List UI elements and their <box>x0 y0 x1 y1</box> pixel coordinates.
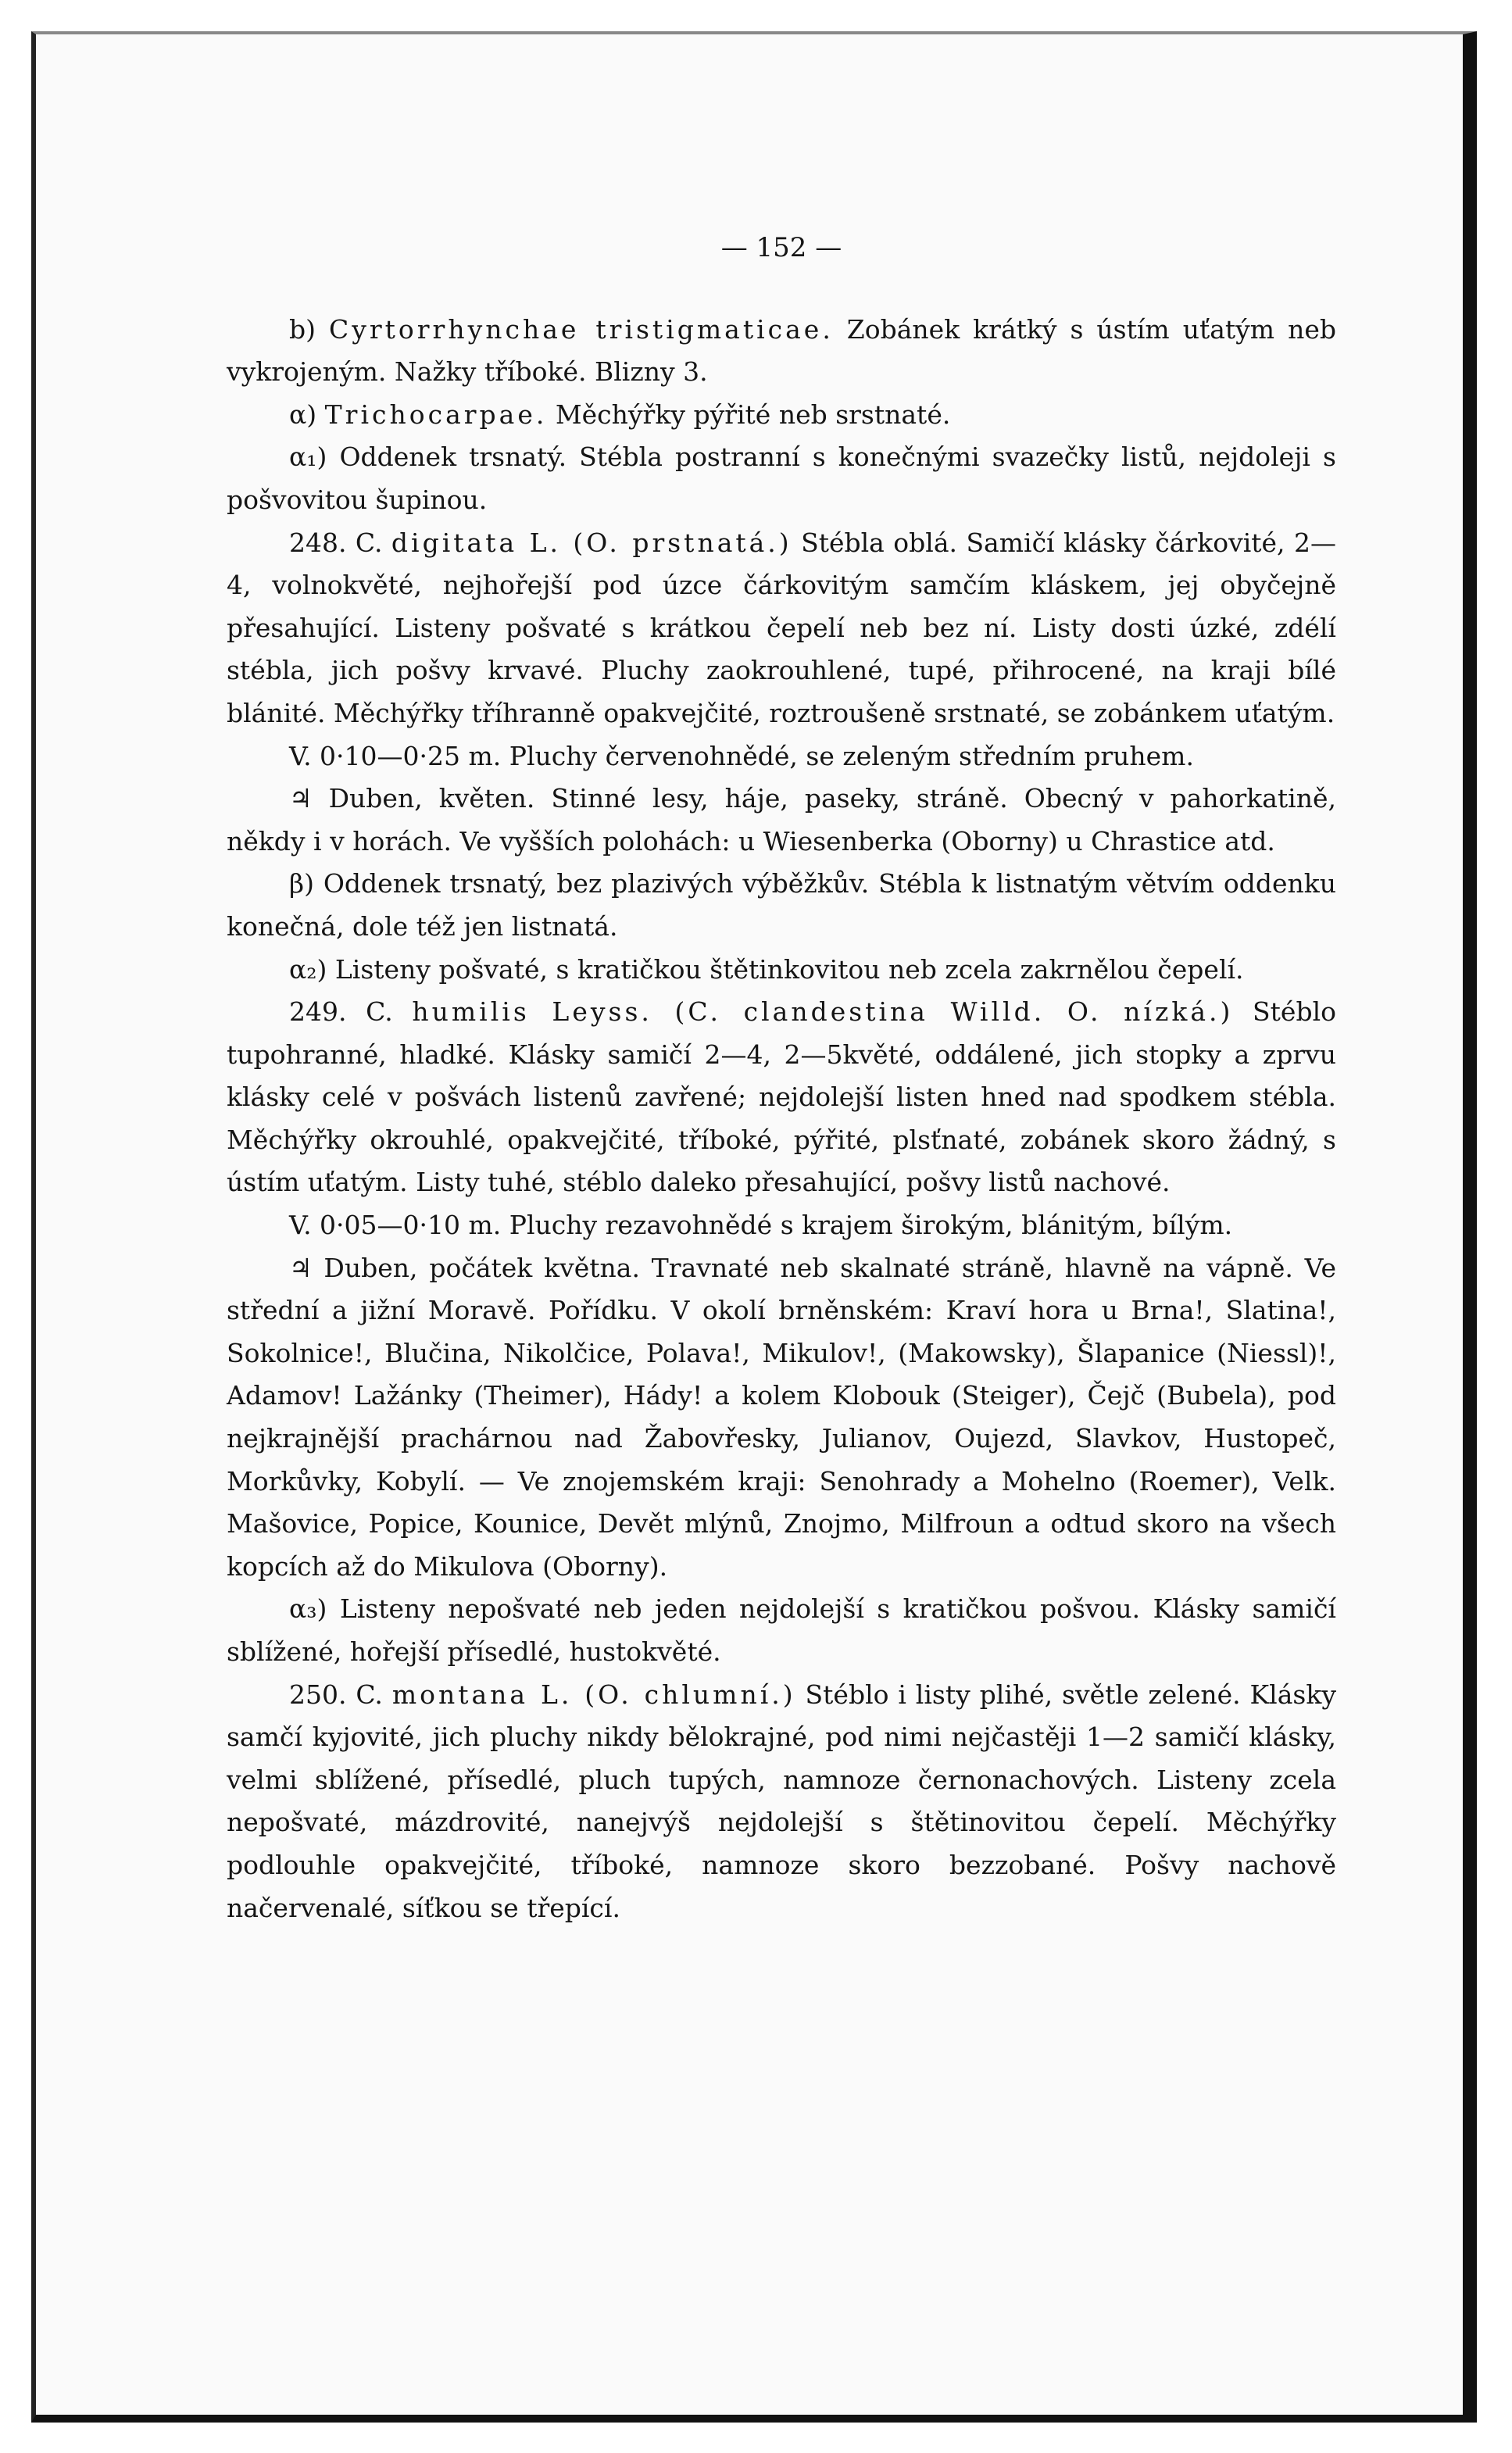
paragraph-text: Oddenek trsnatý, bez plazivých výběžkův. Stébla k listnatým větvím oddenku konečná, dole též jen listnatá. <box>227 868 1336 942</box>
paragraph-head: ♃ <box>289 1252 324 1283</box>
paragraph-head: ♃ <box>289 783 329 814</box>
taxon-title: Cyrtorrhynchae tristigmaticae. <box>328 313 834 345</box>
paragraph-text: Listeny pošvaté, s kratičkou štětinkovitou neb zcela zakrnělou čepelí. <box>334 953 1244 985</box>
taxon-title: montana L. (O. chlumní.) <box>391 1679 796 1710</box>
paragraph-text: Listeny nepošvaté neb jeden nejdolejší s kratičkou pošvou. Klásky samičí sblížené, hořejší přísedlé, hustokvěté. <box>227 1593 1336 1667</box>
paragraph-head: b) <box>289 313 329 345</box>
taxon-title: digitata L. (O. prstnatá.) <box>391 527 792 558</box>
species-250 <box>227 1674 1336 1930</box>
paragraph-text: Stéblo i listy plihé, světle zelené. Klásky samčí kyjovité, jich pluchy nikdy bělokrajné, pod nimi nejčastěji 1—2 samičí klásky, velmi sblížené, přísedlé, pluch tupých, namnoze černonachových. Listeny zcela nepošvaté, mázdrovité, nanejvýš nejdolejší s štětinovitou čepelí. Měchýřky podlouhle opakvejčité, tříboké, namnoze skoro bezzobané. Pošvy nachově načervenalé, síťkou se třepící. <box>227 1679 1336 1923</box>
species-249-habitat <box>227 1247 1336 1589</box>
species-248-size <box>227 735 1336 778</box>
paragraph-head: α) <box>289 399 325 430</box>
species-248 <box>227 522 1336 735</box>
species-249 <box>227 991 1336 1204</box>
paragraph-alpha-3 <box>227 1588 1336 1673</box>
paragraph-head: β) <box>289 868 323 899</box>
text-block <box>227 227 1336 1929</box>
paragraph-alpha <box>227 394 1336 437</box>
paragraph-text: Duben, počátek května. Travnaté neb skalnaté stráně, hlavně na vápně. Ve střední a jižní Moravě. Pořídku. V okolí brněnském: Kraví hora u Brna!, Slatina!, Sokolnice!, Blučina, Nikolčice, Polava!, Mikulov!, (Makowsky), Šlapanice (Niessl)!, Adamov! Lažánky (Theimer), Hády! a kolem Klobouk (Steiger), Čejč (Bubela), pod nejkrajnější prachárnou nad Žabovřesky, Julianov, Oujezd, Slavkov, Hustopeč, Morkůvky, Kobylí. — Ve znojemském kraji: Senohrady a Mohelno (Roemer), Velk. Mašovice, Popice, Kounice, Devět mlýnů, Znojmo, Milfroun a odtud skoro na všech kopcích až do Mikulova (Oborny). <box>227 1252 1336 1582</box>
paragraph-b <box>227 309 1336 394</box>
paragraph-head: 248. C. <box>289 527 391 558</box>
paragraph-head: α₃) <box>289 1593 340 1625</box>
paragraph-beta <box>227 863 1336 948</box>
paragraph-text: Stéblo tupohranné, hladké. Klásky samičí 2—4, 2—5květé, oddálené, jich stopky a zprvu klásky celé v pošvách listenů zavřené; nejdolejší listen hned nad spodkem stébla. Měchýřky okrouhlé, opakvejčité, tříboké, pýřité, plsťnaté, zobánek skoro žádný, s ústím uťatým. Listy tuhé, stéblo daleko přesahující, pošvy listů nachové. <box>227 996 1336 1198</box>
species-249-size <box>227 1204 1336 1247</box>
paragraph-text: V. 0·10—0·25 m. Pluchy červenohnědé, se zeleným středním pruhem. <box>289 740 1194 771</box>
species-248-habitat <box>227 778 1336 863</box>
taxon-title: Trichocarpae. <box>324 399 548 430</box>
paragraph-head: α₁) <box>289 442 340 473</box>
paragraph-text: V. 0·05—0·10 m. Pluchy rezavohnědé s krajem širokým, blánitým, bílým. <box>289 1210 1233 1241</box>
paragraph-alpha-2 <box>227 949 1336 992</box>
paragraph-text: Duben, květen. Stinné lesy, háje, paseky, stráně. Obecný v pahorkatině, někdy i v horách. Ve vyšších polohách: u Wiesenberka (Oborny) u Chrastice atd. <box>227 783 1336 856</box>
paragraph-text: Zobánek krátký s ústím uťatým neb vykrojeným. Nažky tříboké. Blizny 3. <box>227 313 1336 388</box>
paragraph-text: Stébla oblá. Samičí klásky čárkovité, 2—4, volnokvěté, nejhořejší pod úzce čárkovitým samčím kláskem, jej obyčejně přesahující. Listeny pošvaté s krátkou čepelí neb bez ní. Listy dosti úzké, zdélí stébla, jich pošvy krvavé. Pluchy zaokrouhlené, tupé, přihrocené, na kraji bílé blánité. Měchýřky tříhranně opakvejčité, roztroušeně srstnaté, se zobánkem uťatým. <box>227 527 1336 728</box>
paragraph-text: Měchýřky pýřité neb srstnaté. <box>547 399 951 430</box>
page-number: — 152 — <box>720 232 842 263</box>
paragraph-head: 250. C. <box>289 1679 392 1710</box>
paragraph-text: Oddenek trsnatý. Stébla postranní s konečnými svazečky listů, nejdoleji s pošvovitou šupinou. <box>227 442 1336 515</box>
paragraph-alpha-1 <box>227 436 1336 521</box>
paragraph-head: 249. C. <box>289 996 413 1028</box>
taxon-title: humilis Leyss. (C. clandestina Willd. O. nízká.) <box>412 996 1234 1028</box>
paragraph-head: α₂) <box>289 953 335 985</box>
